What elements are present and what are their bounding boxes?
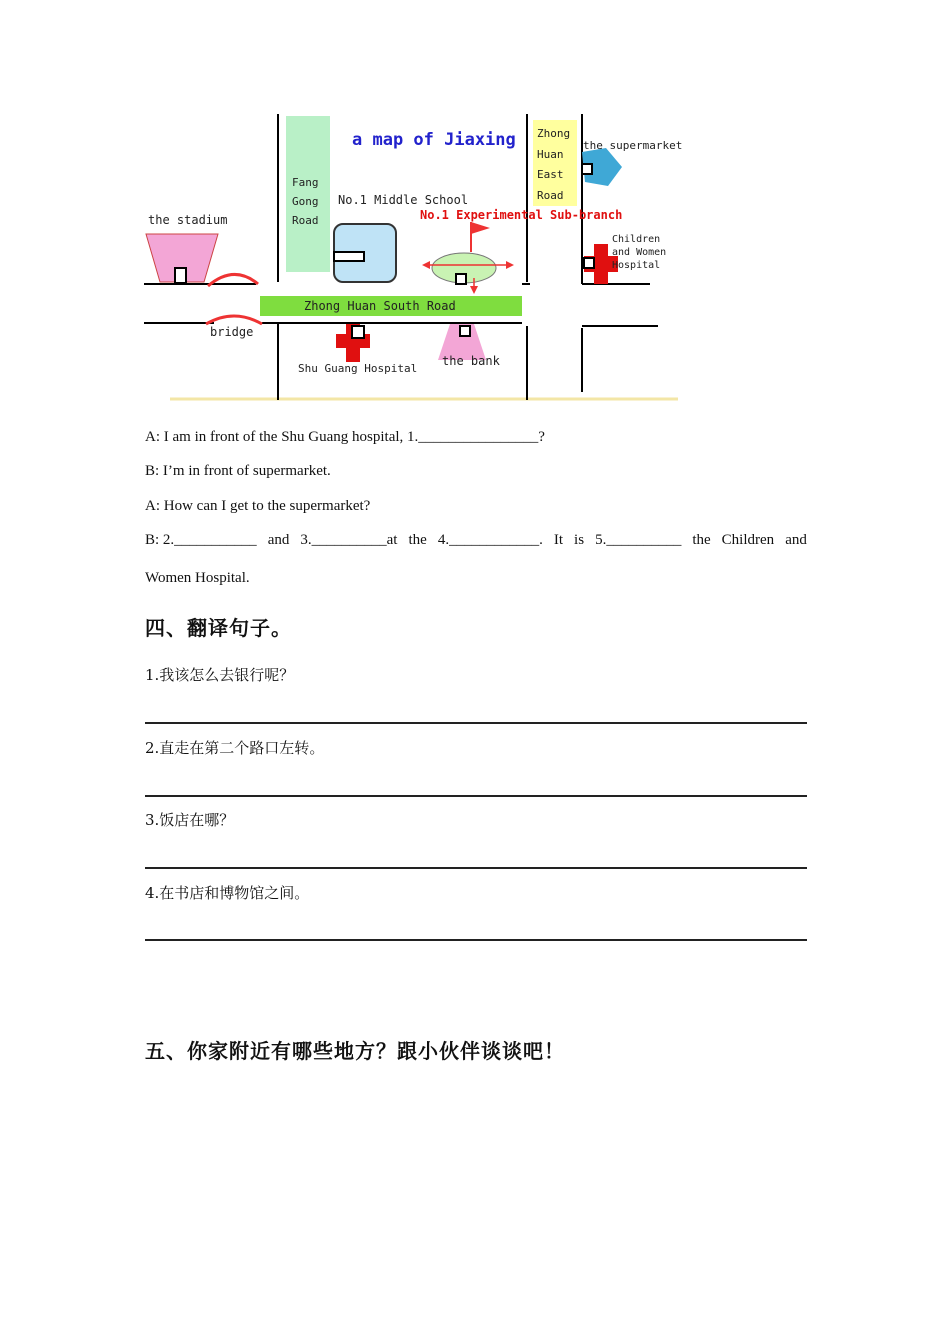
fang-gong-road	[286, 116, 330, 272]
dialogue-line-1: A: I am in front of the Shu Guang hospital, 1.________________?	[145, 429, 545, 445]
jiaxing-map	[142, 112, 690, 404]
answer-line-2[interactable]	[145, 795, 807, 797]
sub-branch-label: No.1 Experimental Sub-branch	[420, 208, 623, 222]
section-4-title: 四、翻译句子。	[145, 616, 292, 640]
east-road-label-2: Huan	[537, 148, 564, 161]
children-hospital-label-2: and Women	[612, 247, 667, 258]
supermarket-label: the supermarket	[583, 139, 683, 152]
south-road-label: Zhong Huan South Road	[304, 299, 456, 313]
east-road-label-3: East	[537, 168, 564, 181]
question-2: 2.直走在第二个路口左转。	[145, 739, 325, 757]
bank-label: the bank	[442, 354, 500, 368]
children-hospital-label-3: Hospital	[612, 260, 661, 271]
question-4: 4.在书店和博物馆之间。	[145, 884, 310, 902]
fang-gong-road-label-1: Fang	[292, 176, 319, 189]
shu-guang-hospital-label: Shu Guang Hospital	[298, 362, 418, 375]
dialogue-line-4: B: 2.___________ and 3.__________at the 4.____________. It is 5.__________ the Children and	[145, 532, 807, 548]
children-hospital-label-1: Children	[612, 234, 661, 245]
answer-line-3[interactable]	[145, 867, 807, 869]
dialogue-line-2: B: I’m in front of supermarket.	[145, 463, 331, 479]
section-5-title: 五、你家附近有哪些地方？跟小伙伴谈谈吧！	[145, 1039, 565, 1063]
map-title: a map of Jiaxing	[352, 130, 516, 150]
fang-gong-road-label-3: Road	[292, 214, 319, 227]
east-road-label-4: Road	[537, 189, 564, 202]
bridge-arc-bottom	[206, 316, 262, 324]
answer-line-1[interactable]	[145, 722, 807, 724]
dialogue-line-5: Women Hospital.	[145, 570, 250, 586]
bridge-label: bridge	[210, 325, 254, 339]
dialogue-line-3: A: How can I get to the supermarket?	[145, 498, 371, 514]
middle-school-label: No.1 Middle School	[338, 193, 469, 207]
question-3: 3.饭店在哪？	[145, 811, 235, 829]
east-road-label-1: Zhong	[537, 127, 571, 140]
question-1: 1.我该怎么去银行呢？	[145, 666, 295, 684]
flag-icon	[471, 222, 490, 234]
stadium-label: the stadium	[148, 213, 228, 227]
fang-gong-road-label-2: Gong	[292, 195, 319, 208]
answer-line-4[interactable]	[145, 939, 807, 941]
